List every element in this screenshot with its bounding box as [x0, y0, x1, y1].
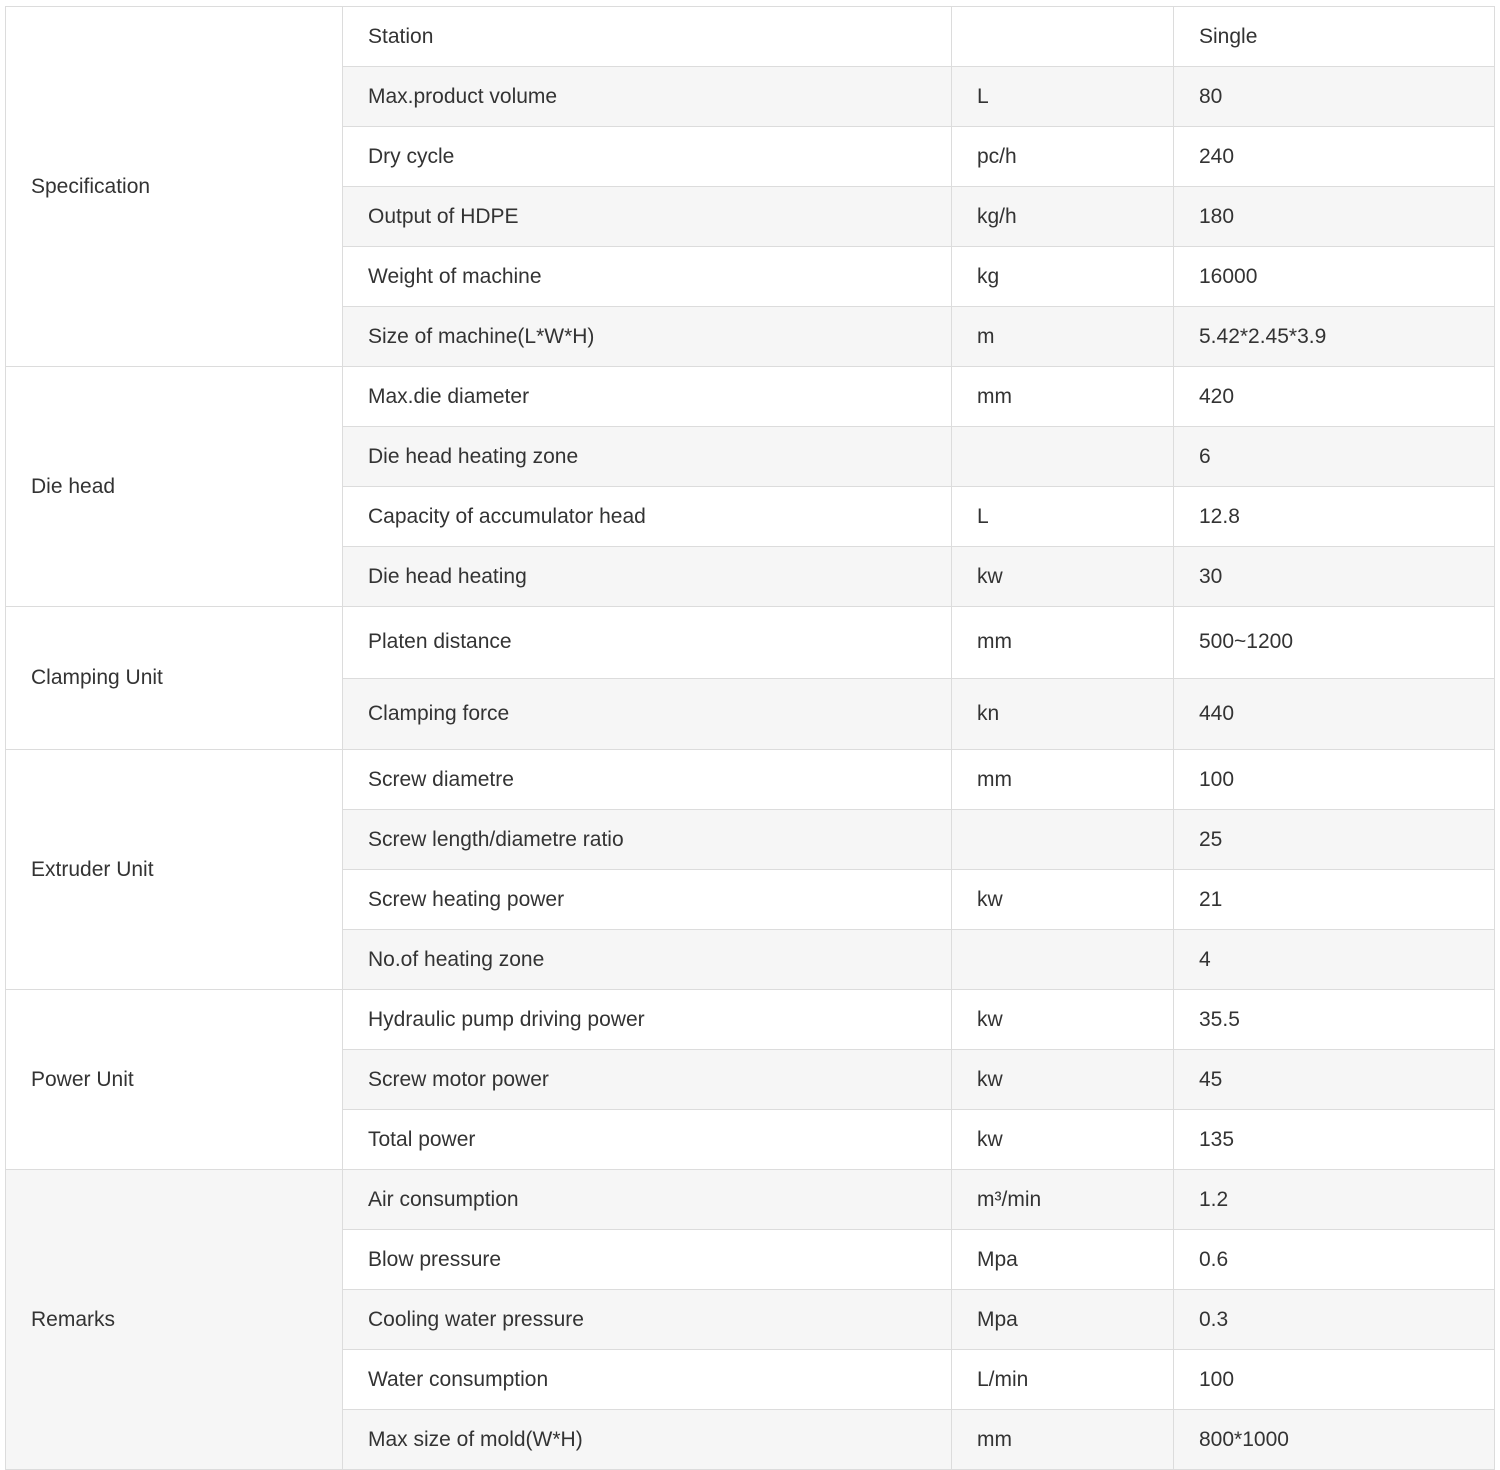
unit-cell: m — [952, 307, 1174, 367]
table-row — [6, 750, 1495, 810]
parameter-cell: Total power — [343, 1110, 952, 1170]
unit-cell: m³/min — [952, 1170, 1174, 1230]
value-cell: 1.2 — [1174, 1170, 1495, 1230]
unit-cell: kw — [952, 547, 1174, 607]
parameter-cell: Platen distance — [343, 607, 952, 679]
value-cell: 0.6 — [1174, 1230, 1495, 1290]
group-label: Power Unit — [6, 990, 343, 1170]
value-cell: 5.42*2.45*3.9 — [1174, 307, 1495, 367]
parameter-cell: Station — [343, 7, 952, 67]
value-cell: 4 — [1174, 930, 1495, 990]
parameter-cell: Output of HDPE — [343, 187, 952, 247]
table-row — [6, 607, 1495, 679]
parameter-cell: Die head heating — [343, 547, 952, 607]
parameter-cell: Max.product volume — [343, 67, 952, 127]
spec-table — [5, 6, 1495, 1470]
parameter-cell: Screw diametre — [343, 750, 952, 810]
table-row — [6, 990, 1495, 1050]
value-cell: 25 — [1174, 810, 1495, 870]
group-label: Specification — [6, 7, 343, 367]
parameter-cell: Max.die diameter — [343, 367, 952, 427]
unit-cell: mm — [952, 750, 1174, 810]
unit-cell: pc/h — [952, 127, 1174, 187]
parameter-cell: Air consumption — [343, 1170, 952, 1230]
unit-cell: L — [952, 487, 1174, 547]
unit-cell — [952, 930, 1174, 990]
value-cell: 420 — [1174, 367, 1495, 427]
parameter-cell: Hydraulic pump driving power — [343, 990, 952, 1050]
spec-table-body — [6, 7, 1495, 1470]
unit-cell — [952, 427, 1174, 487]
parameter-cell: Capacity of accumulator head — [343, 487, 952, 547]
table-row — [6, 1170, 1495, 1230]
value-cell: 30 — [1174, 547, 1495, 607]
value-cell: Single — [1174, 7, 1495, 67]
value-cell: 500~1200 — [1174, 607, 1495, 679]
group-label: Clamping Unit — [6, 607, 343, 750]
unit-cell: L/min — [952, 1350, 1174, 1410]
unit-cell: kn — [952, 678, 1174, 750]
unit-cell: L — [952, 67, 1174, 127]
unit-cell — [952, 810, 1174, 870]
value-cell: 80 — [1174, 67, 1495, 127]
parameter-cell: Size of machine(L*W*H) — [343, 307, 952, 367]
unit-cell: mm — [952, 367, 1174, 427]
parameter-cell: Screw motor power — [343, 1050, 952, 1110]
group-label: Die head — [6, 367, 343, 607]
table-row — [6, 7, 1495, 67]
unit-cell: kw — [952, 990, 1174, 1050]
value-cell: 12.8 — [1174, 487, 1495, 547]
parameter-cell: Blow pressure — [343, 1230, 952, 1290]
value-cell: 45 — [1174, 1050, 1495, 1110]
parameter-cell: Max size of mold(W*H) — [343, 1410, 952, 1470]
value-cell: 100 — [1174, 1350, 1495, 1410]
parameter-cell: Screw length/diametre ratio — [343, 810, 952, 870]
unit-cell: mm — [952, 607, 1174, 679]
parameter-cell: Water consumption — [343, 1350, 952, 1410]
value-cell: 35.5 — [1174, 990, 1495, 1050]
value-cell: 240 — [1174, 127, 1495, 187]
group-label: Remarks — [6, 1170, 343, 1470]
unit-cell: kw — [952, 870, 1174, 930]
value-cell: 100 — [1174, 750, 1495, 810]
value-cell: 16000 — [1174, 247, 1495, 307]
parameter-cell: Cooling water pressure — [343, 1290, 952, 1350]
unit-cell — [952, 7, 1174, 67]
parameter-cell: Weight of machine — [343, 247, 952, 307]
unit-cell: kg/h — [952, 187, 1174, 247]
value-cell: 440 — [1174, 678, 1495, 750]
value-cell: 0.3 — [1174, 1290, 1495, 1350]
value-cell: 6 — [1174, 427, 1495, 487]
value-cell: 180 — [1174, 187, 1495, 247]
parameter-cell: Clamping force — [343, 678, 952, 750]
value-cell: 800*1000 — [1174, 1410, 1495, 1470]
parameter-cell: Die head heating zone — [343, 427, 952, 487]
unit-cell: kg — [952, 247, 1174, 307]
value-cell: 21 — [1174, 870, 1495, 930]
group-label: Extruder Unit — [6, 750, 343, 990]
parameter-cell: No.of heating zone — [343, 930, 952, 990]
unit-cell: kw — [952, 1050, 1174, 1110]
table-row — [6, 367, 1495, 427]
unit-cell: Mpa — [952, 1230, 1174, 1290]
unit-cell: mm — [952, 1410, 1174, 1470]
parameter-cell: Dry cycle — [343, 127, 952, 187]
unit-cell: Mpa — [952, 1290, 1174, 1350]
value-cell: 135 — [1174, 1110, 1495, 1170]
unit-cell: kw — [952, 1110, 1174, 1170]
parameter-cell: Screw heating power — [343, 870, 952, 930]
